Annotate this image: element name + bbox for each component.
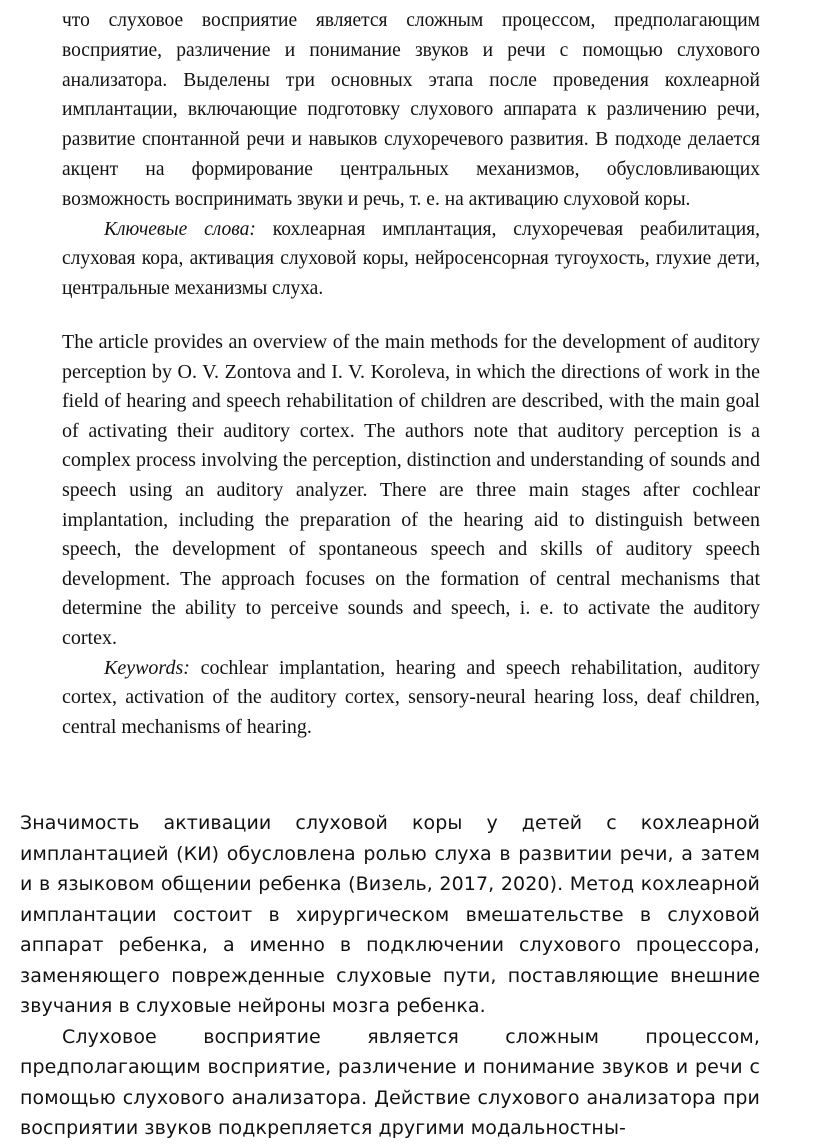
abstract-ru-paragraph: что слуховое восприятие является сложным процессом, предполагающим восприятие, различение и понимание звуков и речи с помощью слухового анализатора. Выделены три основных этапа после проведения кохлеарной имплантации, включающие подготовку слухового аппарата к различению речи, развитие спонтанной речи и навыков слухоречевого развития. В подходе делается акцент на формирование центральных механизмов, обусловливающих возможность воспринимать звуки и речь, т. е. на активацию слуховой коры.	[62, 10, 760, 210]
keywords-ru-label: Ключевые слова:	[104, 218, 256, 240]
keywords-ru-text: кохлеарная имплантация, слухоречевая реабилитация, слуховая кора, активация слуховой коры, нейросенсорная тугоухость, глухие дети, центральные механизмы слуха.	[62, 218, 760, 300]
abstract-spacer	[62, 304, 760, 328]
keywords-ru	[62, 215, 760, 304]
abstract-block	[62, 6, 760, 742]
keywords-en-text: cochlear implantation, hearing and speech rehabilitation, auditory cortex, activation of the auditory cortex, sensory-neural hearing loss, deaf children, central mechanisms of hearing.	[62, 656, 760, 738]
abstract-en-paragraph: The article provides an overview of the main methods for the development of auditory perception by O. V. Zontova and I. V. Koroleva, in which the directions of work in the field of hearing and speech rehabilitation of children are described, with the main goal of activating their auditory cortex. The authors note that auditory perception is a complex process involving the perception, distinction and understanding of sounds and speech using an auditory analyzer. There are three main stages after cochlear implantation, including the preparation of the hearing aid to distinguish between speech, the development of spontaneous speech and skills of auditory speech development. The approach focuses on the formation of central mechanisms that determine the ability to perceive sounds and speech, i. e. to activate the auditory cortex.	[62, 330, 760, 649]
keywords-en-label: Keywords:	[104, 656, 190, 679]
main-body-text	[20, 808, 760, 1144]
keywords-en	[62, 654, 760, 743]
body-paragraph-2: Слуховое восприятие является сложным процессом, предполагающим восприятие, различение и понимание звуков и речи с помощью слухового анализатора. Действие слухового анализатора при восприятии звуков подкрепляется другими модальностны-	[20, 1025, 760, 1139]
body-paragraph-1: Значимость активации слуховой коры у детей с кохлеарной имплантацией (КИ) обусловлена ролью слуха в развитии речи, а затем и в языковом общении ребенка (Визель, 2017, 2020). Метод кохлеарной имплантации состоит в хирургическом вмешательстве в слуховой аппарат ребенка, а именно в подключении слухового процессора, заменяющего поврежденные слуховые пути, поставляющие внешние звучания в слуховые нейроны мозга ребенка.	[20, 812, 760, 1017]
